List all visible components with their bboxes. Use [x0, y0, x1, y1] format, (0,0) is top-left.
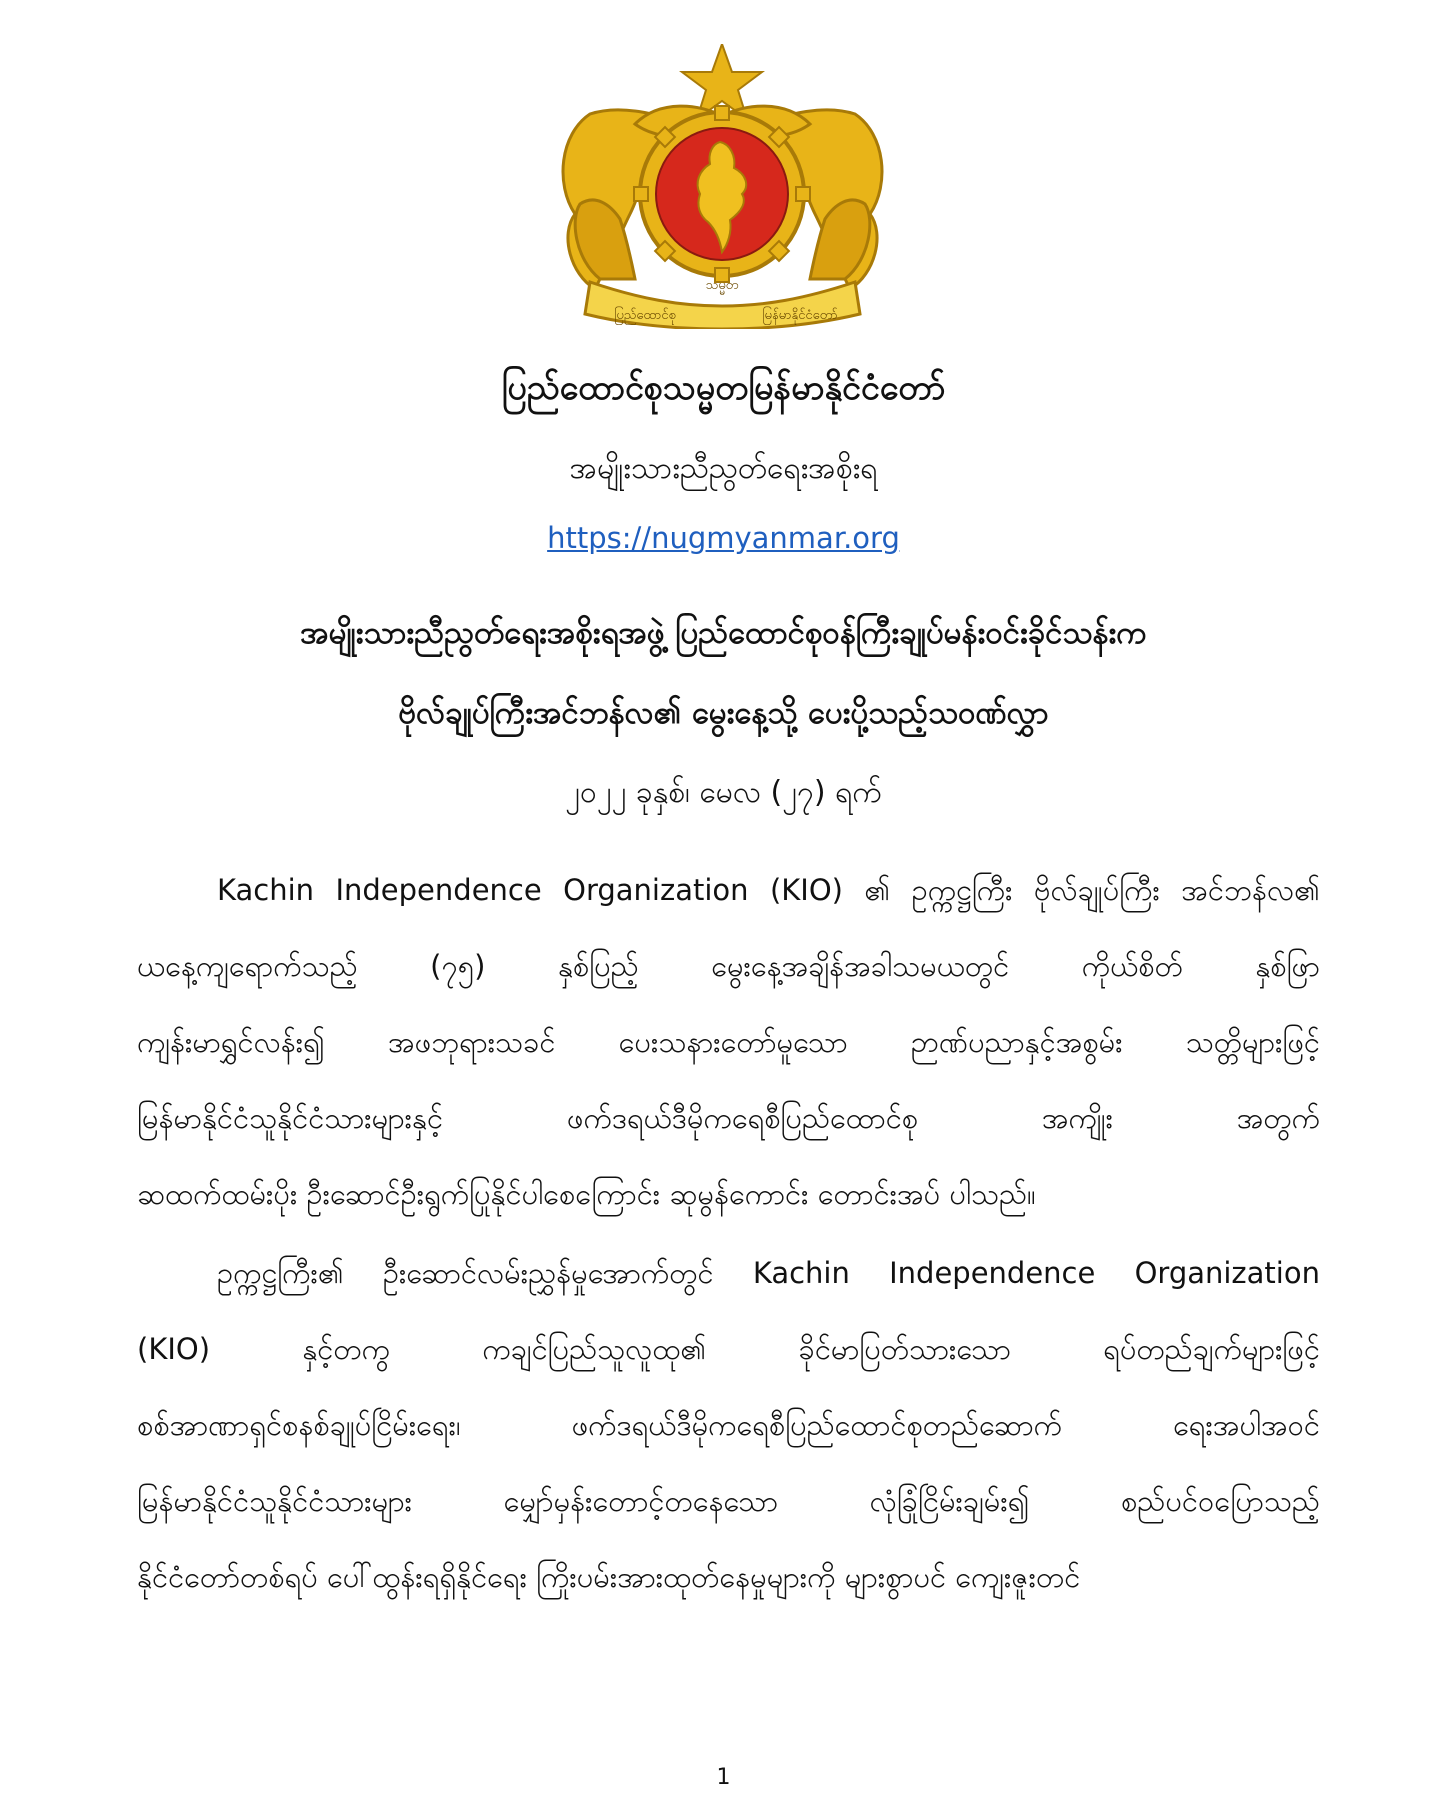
- seal-ribbon-left-text: ပြည်ထောင်စု: [614, 308, 676, 323]
- body-line: [137, 1022, 1320, 1062]
- body-line: [137, 1098, 1320, 1138]
- body-word: (၇၅): [430, 949, 486, 983]
- body-word: ဥက္ကဋ္ဌကြီး၏: [217, 1256, 344, 1290]
- body-word: (KIO): [769, 873, 843, 907]
- body-word: ရေးအပါအဝင်: [1173, 1408, 1320, 1442]
- body-word: ခိုင်မာပြတ်သားသော: [798, 1332, 1011, 1366]
- body-word: စစ်အာဏာရှင်စနစ်ချုပ်ငြိမ်းရေး၊: [137, 1408, 461, 1442]
- body-word: မွေးနေ့အချိန်အခါသမယတွင်: [711, 949, 1010, 983]
- body-word: ယနေ့ကျရောက်သည့်: [137, 949, 358, 983]
- body-word: မြန်မာနိုင်ငံသူနိုင်ငံသားများနှင့်: [137, 1101, 444, 1135]
- state-seal-icon: [550, 44, 895, 329]
- document-title-line-2: ဗိုလ်ချုပ်ကြီးအင်ဘန်လ၏ မွေးနေ့သို့ ပေးပို့သည့်သဝဏ်လွှာ: [398, 695, 1049, 731]
- body-word: နှစ်ဖြာ: [1255, 949, 1320, 983]
- body-word: Organization: [563, 873, 749, 907]
- body-word: Kachin: [752, 1256, 850, 1290]
- country-name: ပြည်ထောင်စုသမ္မတမြန်မာနိုင်ငံတော်: [501, 368, 946, 408]
- body-line: နိုင်ငံတော်တစ်ရပ် ပေါ်ထွန်းရရှိနိုင်ရေး ကြိုးပမ်းအားထုတ်နေမှုများကို များစွာပင် ကျေးဇူးတင်: [137, 1560, 1081, 1594]
- body-line: [137, 1405, 1320, 1445]
- body-line: [137, 946, 1320, 986]
- body-line: ဆထက်ထမ်းပိုး ဦးဆောင်ဦးရွက်ပြုနိုင်ပါစေကြောင်း ဆုမွန်ကောင်း တောင်းအပ် ပါသည်။: [137, 1177, 1036, 1211]
- body-line: [137, 1481, 1320, 1521]
- body-word: အင်ဘန်လ၏: [1181, 873, 1320, 907]
- document-title-line-1: အမျိုးသားညီညွတ်ရေးအစိုးရအဖွဲ့ ပြည်ထောင်စုဝန်ကြီးချုပ်မန်းဝင်းခိုင်သန်းက: [300, 615, 1147, 651]
- body-line: [137, 1253, 1320, 1293]
- body-word: (KIO): [137, 1332, 211, 1366]
- document-date: ၂၀၂၂ ခုနှစ်၊ မေလ (၂၇) ရက်: [565, 775, 882, 810]
- body-word: ကျန်းမာရွှင်လန်း၍: [137, 1025, 325, 1059]
- body-word: ပေးသနားတော်မူသော: [618, 1025, 848, 1059]
- seal-ribbon-center-text: သမ္မတ: [705, 278, 739, 293]
- page-number: 1: [716, 1765, 731, 1790]
- body-word: လုံခြုံငြိမ်းချမ်း၍: [869, 1484, 1030, 1518]
- body-word: စည်ပင်ဝပြောသည့်: [1120, 1484, 1320, 1518]
- body-word: Organization: [1134, 1256, 1320, 1290]
- body-word: မြန်မာနိုင်ငံသူနိုင်ငံသားများ: [137, 1484, 413, 1518]
- body-word: အကျိုး: [1041, 1101, 1113, 1135]
- body-word: ဉာဏ်ပညာနှင့်အစွမ်း: [910, 1025, 1123, 1059]
- body-word: နှင့်တကွ: [302, 1332, 391, 1366]
- government-name: အမျိုးသားညီညွတ်ရေးအစိုးရ: [569, 451, 878, 486]
- body-word: ဖက်ဒရယ်ဒီမိုကရေစီပြည်ထောင်စု: [566, 1101, 919, 1135]
- website-link[interactable]: https://nugmyanmar.org: [547, 521, 900, 555]
- body-word: နှစ်ပြည့်: [557, 949, 639, 983]
- body-word: အဖဘုရားသခင်: [388, 1025, 556, 1059]
- body-word: Independence: [889, 1256, 1096, 1290]
- body-word: ဥက္ကဋ္ဌကြီး: [911, 873, 1013, 907]
- body-word: ဖက်ဒရယ်ဒီမိုကရေစီပြည်ထောင်စုတည်ဆောက်: [571, 1408, 1063, 1442]
- body-word: Independence: [335, 873, 542, 907]
- body-word: ၏: [864, 873, 891, 907]
- body-word: အတွက်: [1236, 1101, 1320, 1135]
- body-word: ကိုယ်စိတ်: [1081, 949, 1183, 983]
- body-line: [137, 870, 1320, 910]
- body-word: ဦးဆောင်လမ်းညွှန်မှုအောက်တွင်: [382, 1256, 714, 1290]
- body-word: Kachin: [217, 873, 315, 907]
- body-word: ကချင်ပြည်သူလူထု၏: [482, 1332, 707, 1366]
- body-word: သတ္တိများဖြင့်: [1185, 1025, 1320, 1059]
- body-word: ရပ်တည်ချက်များဖြင့်: [1103, 1332, 1320, 1366]
- body-word: မျှော်မှန်းတောင့်တနေသော: [503, 1484, 779, 1518]
- body-word: ဗိုလ်ချုပ်ကြီး: [1033, 873, 1160, 907]
- seal-ribbon-right-text: မြန်မာနိုင်ငံတော်: [762, 308, 838, 323]
- body-line: [137, 1329, 1320, 1369]
